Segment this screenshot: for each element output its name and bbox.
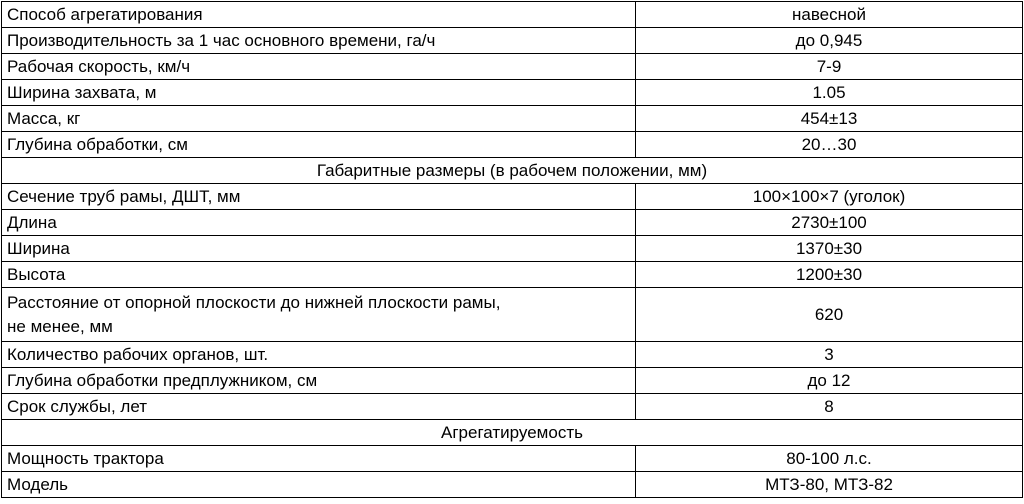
param-cell: Модель — [2, 472, 636, 498]
param-cell: Количество рабочих органов, шт. — [2, 342, 636, 368]
param-cell: Глубина обработки, см — [2, 132, 636, 158]
param-cell: Сечение труб рамы, ДШТ, мм — [2, 184, 636, 210]
param-cell: Способ агрегатирования — [2, 2, 636, 28]
table-row — [2, 288, 1023, 342]
param-cell — [2, 288, 636, 342]
value-cell: 620 — [636, 288, 1023, 342]
value-cell: 7-9 — [636, 54, 1023, 80]
table-row — [2, 80, 1023, 106]
param-line: не менее, мм — [7, 317, 113, 336]
param-cell: Производительность за 1 час основного времени, га/ч — [2, 28, 636, 54]
param-cell: Длина — [2, 210, 636, 236]
param-cell: Рабочая скорость, км/ч — [2, 54, 636, 80]
table-row — [2, 54, 1023, 80]
table-row — [2, 394, 1023, 420]
table-row — [2, 210, 1023, 236]
table-row — [2, 28, 1023, 54]
table-row — [2, 342, 1023, 368]
specifications-table — [1, 1, 1023, 498]
value-cell: 1200±30 — [636, 262, 1023, 288]
value-cell: 1370±30 — [636, 236, 1023, 262]
value-cell: 2730±100 — [636, 210, 1023, 236]
table-row — [2, 446, 1023, 472]
value-cell: до 12 — [636, 368, 1023, 394]
value-cell: 80-100 л.с. — [636, 446, 1023, 472]
section-header-row — [2, 158, 1023, 184]
value-cell: навесной — [636, 2, 1023, 28]
value-cell: МТЗ-80, МТЗ-82 — [636, 472, 1023, 498]
param-cell: Мощность трактора — [2, 446, 636, 472]
value-cell: 100×100×7 (уголок) — [636, 184, 1023, 210]
value-cell: 454±13 — [636, 106, 1023, 132]
table-row — [2, 2, 1023, 28]
param-cell: Срок службы, лет — [2, 394, 636, 420]
section-title: Габаритные размеры (в рабочем положении, мм) — [2, 158, 1023, 184]
param-cell: Высота — [2, 262, 636, 288]
param-cell: Масса, кг — [2, 106, 636, 132]
table-row — [2, 262, 1023, 288]
value-cell: 1.05 — [636, 80, 1023, 106]
param-cell: Ширина — [2, 236, 636, 262]
value-cell: 20…30 — [636, 132, 1023, 158]
table-row — [2, 368, 1023, 394]
table-row — [2, 472, 1023, 498]
value-cell: 3 — [636, 342, 1023, 368]
section-header-row — [2, 420, 1023, 446]
param-cell: Ширина захвата, м — [2, 80, 636, 106]
table-row — [2, 236, 1023, 262]
param-cell: Глубина обработки предплужником, см — [2, 368, 636, 394]
value-cell: до 0,945 — [636, 28, 1023, 54]
table-row — [2, 106, 1023, 132]
section-title: Агрегатируемость — [2, 420, 1023, 446]
param-line: Расстояние от опорной плоскости до нижней плоскости рамы, — [7, 293, 501, 312]
value-cell: 8 — [636, 394, 1023, 420]
table-row — [2, 132, 1023, 158]
table-row — [2, 184, 1023, 210]
